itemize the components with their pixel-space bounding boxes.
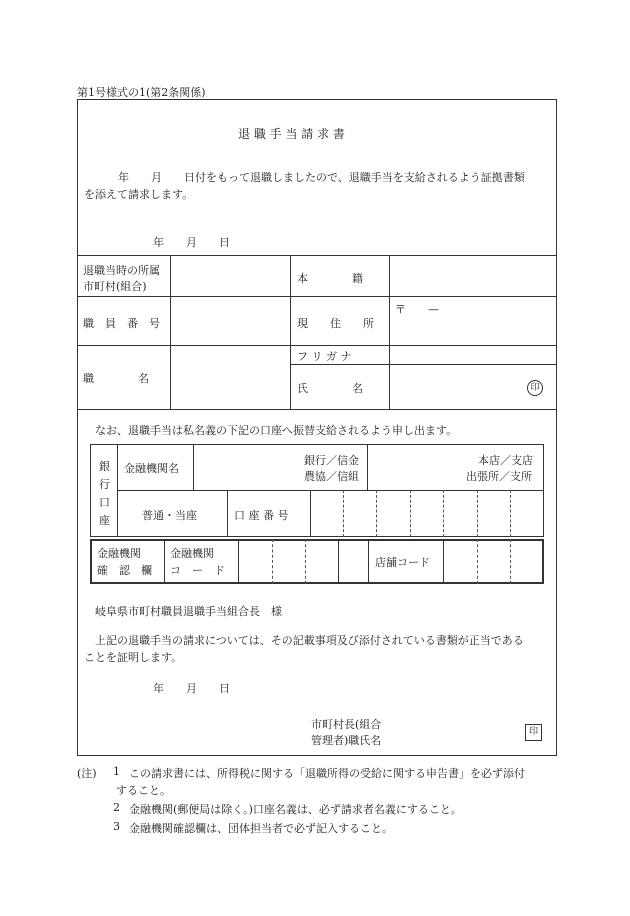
bank-confirm-box <box>90 539 544 584</box>
bank-side-label-4: 座 <box>99 514 110 527</box>
mayor-label-line2: 管理者)職氏名 <box>311 734 382 747</box>
transfer-note: なお、退職手当は私名義の下記の口座へ振替支給されるよう申し出ます。 <box>95 424 458 437</box>
note-1-line2: すること。 <box>116 784 171 797</box>
postal-mark: 〒 — <box>395 303 439 316</box>
branch-type-line2: 出張所／支所 <box>466 470 532 483</box>
mayor-label-line1: 市町村長(組合 <box>311 718 382 731</box>
notes-head: (注) <box>77 767 97 780</box>
request-date: 年 月 日 <box>153 236 230 249</box>
confirm-label-line2: 確 認 欄 <box>97 564 152 577</box>
code-label-line1: 金融機関 <box>170 547 214 560</box>
intro-line1: 年 月 日付をもって退職しましたので、退職手当を支給されるよう証拠書類 <box>118 171 525 184</box>
job-title-label: 職 名 <box>83 372 149 385</box>
note-2-number: 2 <box>113 801 120 814</box>
affiliation-label-line1: 退職当時の所属 <box>83 264 160 277</box>
furigana-label: フ リ ガ ナ <box>297 350 352 363</box>
address-label: 現 住 所 <box>297 317 374 330</box>
certification-line1: 上記の退職手当の請求については、その記載事項及び添付されている書類が正当である <box>95 634 524 647</box>
note-1-line1: この請求書には、所得税に関する「退職所得の受給に関する申告書」を必ず添付 <box>129 767 525 780</box>
staff-number-label: 職 員 番 号 <box>83 317 160 330</box>
bank-side-label-1: 銀 <box>99 460 110 473</box>
name-label: 氏 名 <box>297 382 363 395</box>
intro-line2: を添えて請求します。 <box>84 188 194 201</box>
addressee: 岐阜県市町村職員退職手当組合長 様 <box>95 605 282 618</box>
bank-type-line1: 銀行／信金 <box>304 454 359 467</box>
note-1-number: 1 <box>113 765 120 778</box>
confirm-label-line1: 金融機関 <box>97 547 141 560</box>
institution-label: 金融機関名 <box>124 462 179 475</box>
affiliation-label-line2: 市町村(組合) <box>83 280 147 293</box>
bank-side-label-2: 行 <box>99 478 110 491</box>
honseki-label: 本 籍 <box>297 272 363 285</box>
account-type: 普通・当座 <box>142 509 197 522</box>
seal-icon: 印 <box>525 724 542 741</box>
page-title: 退 職 手 当 請 求 書 <box>238 127 345 141</box>
form-label: 第1号様式の1(第2条関係) <box>77 86 206 99</box>
store-code-label: 店舗コード <box>375 556 430 569</box>
certification-date: 年 月 日 <box>153 682 230 695</box>
bank-side-label-3: 口 <box>99 496 110 509</box>
code-label-line2: コ ー ド <box>170 564 225 577</box>
note-3-number: 3 <box>113 820 120 833</box>
bank-type-line2: 農協／信組 <box>304 470 359 483</box>
certification-line2: ことを証明します。 <box>84 651 183 664</box>
note-3-text: 金融機関確認欄は、団体担当者で必ず記入すること。 <box>129 822 393 835</box>
account-number-label: 口 座 番 号 <box>234 509 289 522</box>
branch-type-line1: 本店／支店 <box>478 454 533 467</box>
note-2-text: 金融機関(郵便局は除く。)口座名義は、必ず請求者名義にすること。 <box>129 803 462 816</box>
seal-icon: 印 <box>527 380 543 396</box>
